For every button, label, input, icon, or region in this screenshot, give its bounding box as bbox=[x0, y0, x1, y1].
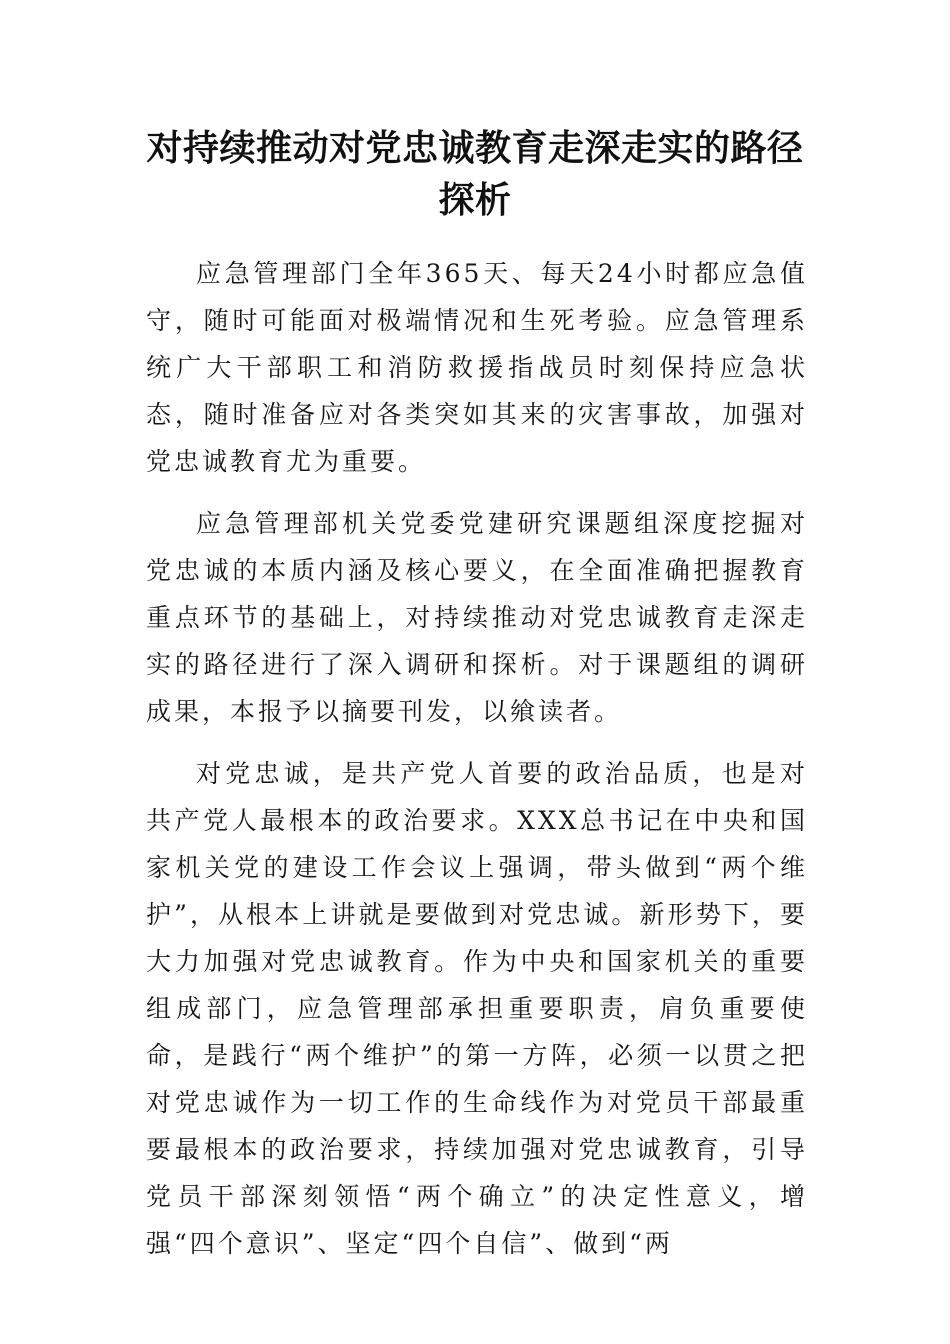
document-body bbox=[146, 250, 808, 1282]
paragraph-2: 应急管理部机关党委党建研究课题组深度挖掘对党忠诚的本质内涵及核心要义，在全面准确把握教育重点环节的基础上，对持续推动对党忠诚教育走深走实的路径进行了深入调研和探析。对于课题组的调研成果，本报予以摘要刊发，以飨读者。 bbox=[146, 509, 808, 726]
paragraph-1: 应急管理部门全年365天、每天24小时都应急值守，随时可能面对极端情况和生死考验。应急管理系统广大干部职工和消防救援指战员时刻保持应急状态，随时准备应对各类突如其来的灾害事故，加强对党忠诚教育尤为重要。 bbox=[146, 259, 808, 476]
document-title: 对持续推动对党忠诚教育走深走实的路径探析 bbox=[146, 127, 804, 221]
paragraph-3: 对党忠诚，是共产党人首要的政治品质，也是对共产党人最根本的政治要求。XXX总书记在中央和国家机关党的建设工作会议上强调，带头做到“两个维护”，从根本上讲就是要做到对党忠诚。新形势下，要大力加强对党忠诚教育。作为中央和国家机关的重要组成部门，应急管理部承担重要职责，肩负重要使命，是践行“两个维护”的第一方阵，必须一以贯之把对党忠诚作为一切工作的生命线作为对党员干部最重要最根本的政治要求，持续加强对党忠诚教育，引导党员干部深刻领悟“两个确立”的决定性意义，增强“四个意识”、坚定“四个自信”、做到“两 bbox=[146, 759, 808, 1258]
